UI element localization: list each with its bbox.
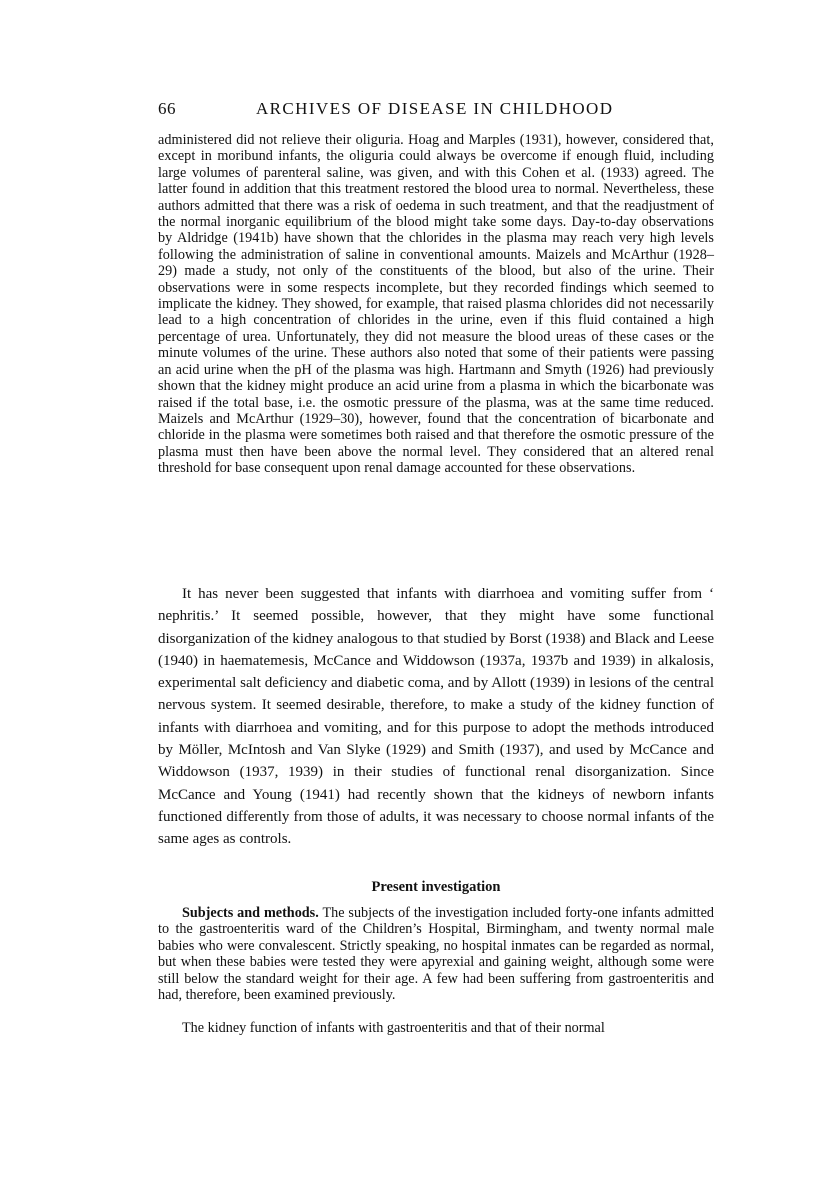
- body-paragraph-1: administered did not relieve their oliguria. Hoag and Marples (1931), however, considered that, except in moribund infants, the oliguria could always be overcome if enough fluid, including large volumes of parenteral saline, was given, and with this Cohen et al. (1933) agreed. The latter found in addition that this treatment restored the blood urea to normal. Nevertheless, these authors admitted that there was a risk of oedema in such treatment, and that the readjustment of the normal inorganic equilibrium of the blood might take some days. Day-to-day observations by Aldridge (1941b) have shown that the chlorides in the plasma may reach very high levels following the administration of saline in conventional amounts. Maizels and McArthur (1928–29) made a study, not only of the constituents of the blood, but also of the urine. Their observations were in some respects incomplete, but they recorded findings which seemed to implicate the kidney. They showed, for example, that raised plasma chlorides did not necessarily lead to a high concentration of chlorides in the urine, even if this fluid contained a high percentage of urea. Unfortunately, they did not measure the blood ureas of these cases or the minute volumes of the urine. These authors also noted that some of their patients were passing an acid urine when the pH of the plasma was high. Hartmann and Smyth (1926) had previously shown that the kidney might produce an acid urine from a plasma in which the bicarbonate was raised if the total base, i.e. the osmotic pressure of the plasma, was at the same time reduced. Maizels and McArthur (1929–30), however, found that the concentration of bicarbonate and chloride in the plasma were sometimes both raised and that therefore the osmotic pressure of the plasma must then have been above the normal level. They considered that an altered renal threshold for base consequent upon renal damage accounted for these observations.: [158, 132, 714, 477]
- body-paragraph-3: [158, 905, 714, 1003]
- running-head: [158, 99, 714, 125]
- body-paragraph-4: The kidney function of infants with gastroenteritis and that of their normal: [182, 1020, 605, 1036]
- run-in-heading: Subjects and methods.: [182, 905, 319, 921]
- section-heading: Present investigation: [371, 879, 501, 895]
- page-number: 66: [158, 99, 176, 118]
- journal-title: ARCHIVES OF DISEASE IN CHILDHOOD: [256, 99, 614, 118]
- body-paragraph-3-text: The subjects of the investigation included forty-one infants admitted to the gastroenteritis ward of the Children’s Hospital, Birmingham, and twenty normal male babies who were convalescent. Strictly speaking, no hospital inmates can be regarded as normal, but when these babies were tested they were apyrexial and gaining weight, although some were still below the standard weight for their age. A few had been suffering from gastroenteritis and had, therefore, been examined previously.: [158, 905, 714, 1004]
- body-paragraph-2: It has never been suggested that infants with diarrhoea and vomiting suffer from ‘ nephritis.’ It seemed possible, however, that they might have some functional disorganization of the kidney analogous to that studied by Borst (1938) and Black and Leese (1940) in haematemesis, McCance and Widdowson (1937a, 1937b and 1939) in alkalosis, experimental salt deficiency and diabetic coma, and by Allott (1939) in lesions of the central nervous system. It seemed desirable, therefore, to make a study of the kidney function of infants with diarrhoea and vomiting, and for this purpose to adopt the methods introduced by Möller, McIntosh and Van Slyke (1929) and Smith (1937), and used by McCance and Widdowson (1937, 1939) in their studies of functional renal disorganization. Since McCance and Young (1941) had recently shown that the kidneys of newborn infants functioned differently from those of adults, it was necessary to choose normal infants of the same ages as controls.: [158, 586, 714, 848]
